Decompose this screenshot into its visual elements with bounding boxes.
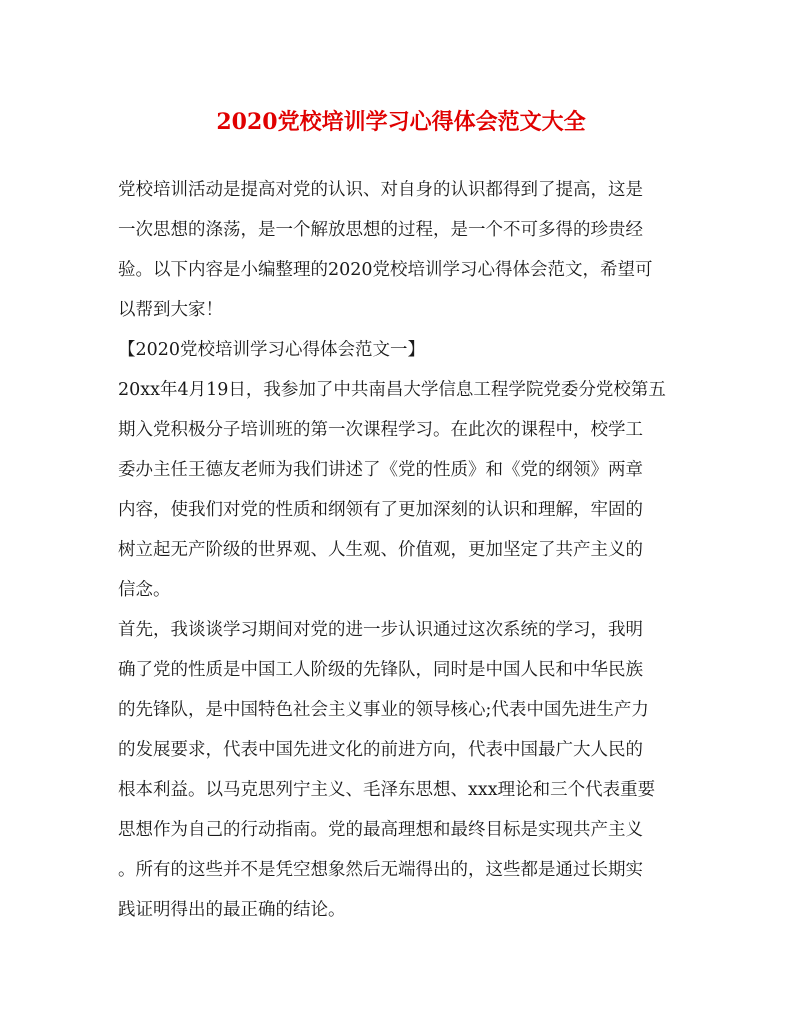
body-line: 期入党积极分子培训班的第一次课程学习。在此次的课程中，校学工 — [118, 420, 643, 440]
body-line: 。所有的这些并不是凭空想象然后无端得出的，这些都是通过长期实 — [118, 860, 643, 880]
body-line: 验。以下内容是小编整理的2020党校培训学习心得体会范文，希望可 — [118, 260, 653, 280]
body-line: 树立起无产阶级的世界观、人生观、价值观，更加坚定了共产主义的 — [118, 540, 643, 560]
document-title: 2020党校培训学习心得体会范文大全 — [216, 109, 586, 135]
body-line: 的发展要求，代表中国先进文化的前进方向，代表中国最广大人民的 — [118, 740, 643, 760]
body-line: 委办主任王德友老师为我们讲述了《党的性质》和《党的纲领》两章 — [118, 460, 643, 480]
body-line: 确了党的性质是中国工人阶级的先锋队，同时是中国人民和中华民族 — [118, 660, 643, 680]
body-line: 信念。 — [118, 580, 171, 600]
body-line: 内容，使我们对党的性质和纲领有了更加深刻的认识和理解，牢固的 — [118, 500, 643, 520]
body-line: 首先，我谈谈学习期间对党的进一步认识通过这次系统的学习，我明 — [118, 620, 643, 640]
body-line: 践证明得出的最正确的结论。 — [118, 900, 346, 920]
body-line: 的先锋队，是中国特色社会主义事业的领导核心;代表中国先进生产力 — [118, 700, 649, 720]
body-line: 以帮到大家！ — [118, 300, 223, 320]
body-line: 思想作为自己的行动指南。党的最高理想和最终目标是实现共产主义 — [118, 820, 643, 840]
body-line: 根本利益。以马克思列宁主义、毛泽东思想、xxx理论和三个代表重要 — [118, 780, 656, 800]
body-line: 一次思想的涤荡，是一个解放思想的过程，是一个不可多得的珍贵经 — [118, 220, 643, 240]
body-line: 20xx年4月19日，我参加了中共南昌大学信息工程学院党委分党校第五 — [118, 380, 666, 400]
section-heading: 【2020党校培训学习心得体会范文一】 — [118, 340, 426, 360]
body-line: 党校培训活动是提高对党的认识、对自身的认识都得到了提高，这是 — [118, 180, 643, 200]
